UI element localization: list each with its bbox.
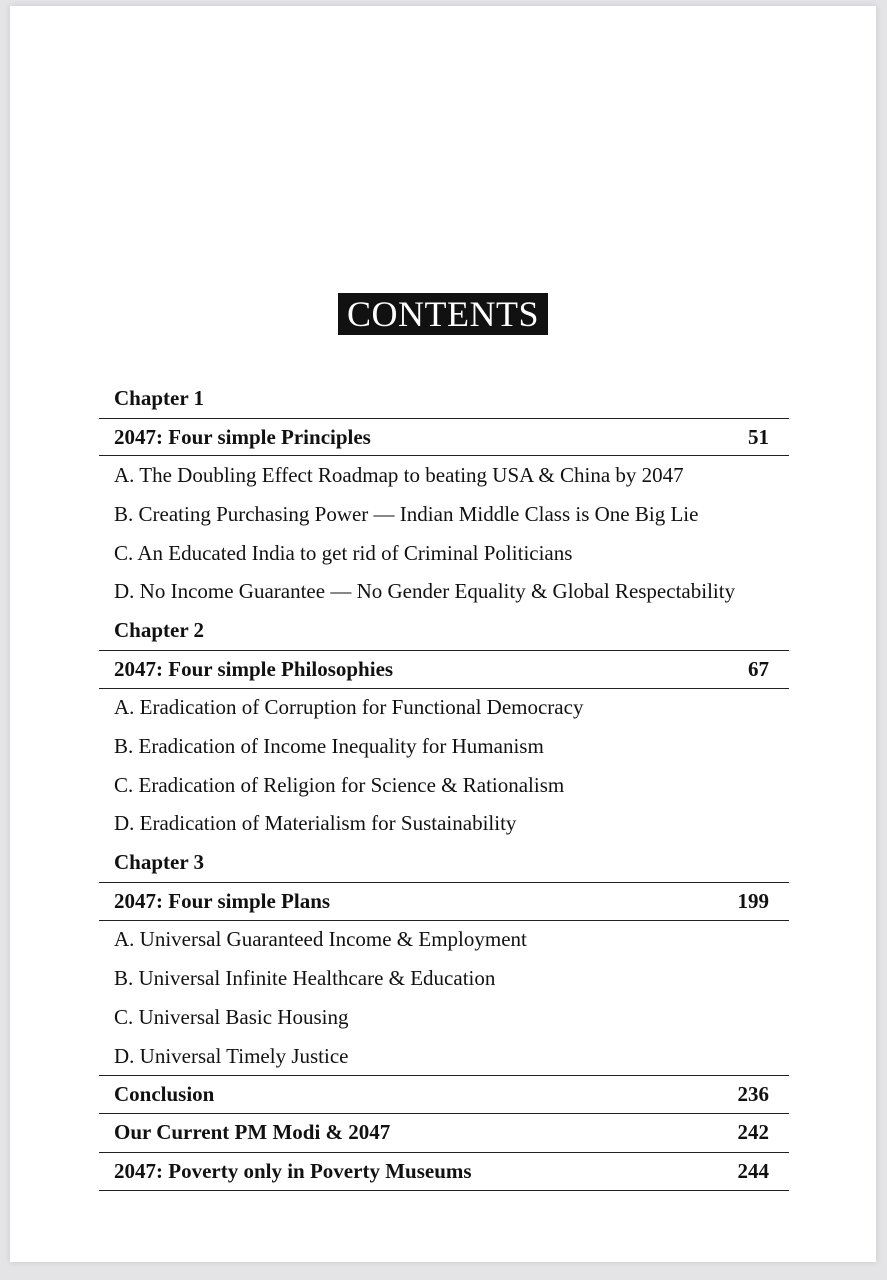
page-number: 67 <box>748 656 769 681</box>
toc-item <box>99 456 789 495</box>
toc-item <box>99 534 789 573</box>
table-of-contents <box>99 379 789 1191</box>
poverty-museums-row <box>99 1153 789 1192</box>
current-pm-row <box>99 1114 789 1153</box>
toc-item <box>99 727 789 766</box>
page-sheet <box>10 6 876 1262</box>
endmatter-heading: Conclusion <box>114 1082 215 1107</box>
toc-item-text: C. Eradication of Religion for Science & Rationalism <box>114 772 565 797</box>
toc-item-text: D. Eradication of Materialism for Sustainability <box>114 811 517 836</box>
chapter-2-label <box>99 611 789 650</box>
toc-item-text: B. Eradication of Income Inequality for Humanism <box>114 734 544 759</box>
page-number: 244 <box>737 1159 769 1184</box>
page-number: 199 <box>737 888 769 913</box>
page-number: 242 <box>737 1120 769 1145</box>
page-number: 51 <box>748 424 769 449</box>
toc-item-text: D. No Income Guarantee — No Gender Equality & Global Respectability <box>114 579 736 604</box>
chapter-1-heading-row <box>99 418 789 457</box>
toc-item <box>99 805 789 844</box>
toc-item-text: A. Universal Guaranteed Income & Employment <box>114 927 527 952</box>
endmatter-heading: 2047: Poverty only in Poverty Museums <box>114 1159 472 1184</box>
chapter-heading: 2047: Four simple Philosophies <box>114 656 394 681</box>
toc-item <box>99 766 789 805</box>
chapter-1-label <box>99 379 789 418</box>
toc-item <box>99 998 789 1037</box>
toc-item <box>99 572 789 611</box>
endmatter-heading: Our Current PM Modi & 2047 <box>114 1120 391 1145</box>
chapter-3-label <box>99 843 789 882</box>
contents-title: CONTENTS <box>338 293 548 335</box>
chapter-label: Chapter 2 <box>114 617 205 642</box>
page-number: 236 <box>737 1082 769 1107</box>
toc-item-text: B. Universal Infinite Healthcare & Education <box>114 966 496 991</box>
toc-item-text: B. Creating Purchasing Power — Indian Middle Class is One Big Lie <box>114 501 699 526</box>
chapter-heading: 2047: Four simple Principles <box>114 424 371 449</box>
toc-item-text: C. An Educated India to get rid of Criminal Politicians <box>114 540 573 565</box>
chapter-label: Chapter 1 <box>114 385 205 410</box>
toc-item <box>99 921 789 960</box>
toc-item <box>99 495 789 534</box>
toc-item-text: A. Eradication of Corruption for Functional Democracy <box>114 695 584 720</box>
chapter-heading: 2047: Four simple Plans <box>114 888 331 913</box>
toc-item-text: A. The Doubling Effect Roadmap to beating USA & China by 2047 <box>114 463 684 488</box>
toc-item <box>99 689 789 728</box>
conclusion-row <box>99 1075 789 1114</box>
title-wrap <box>10 293 876 335</box>
toc-item <box>99 959 789 998</box>
chapter-label: Chapter 3 <box>114 850 205 875</box>
chapter-3-heading-row <box>99 882 789 921</box>
toc-item <box>99 1037 789 1076</box>
toc-item-text: D. Universal Timely Justice <box>114 1043 349 1068</box>
toc-item-text: C. Universal Basic Housing <box>114 1004 349 1029</box>
chapter-2-heading-row <box>99 650 789 689</box>
